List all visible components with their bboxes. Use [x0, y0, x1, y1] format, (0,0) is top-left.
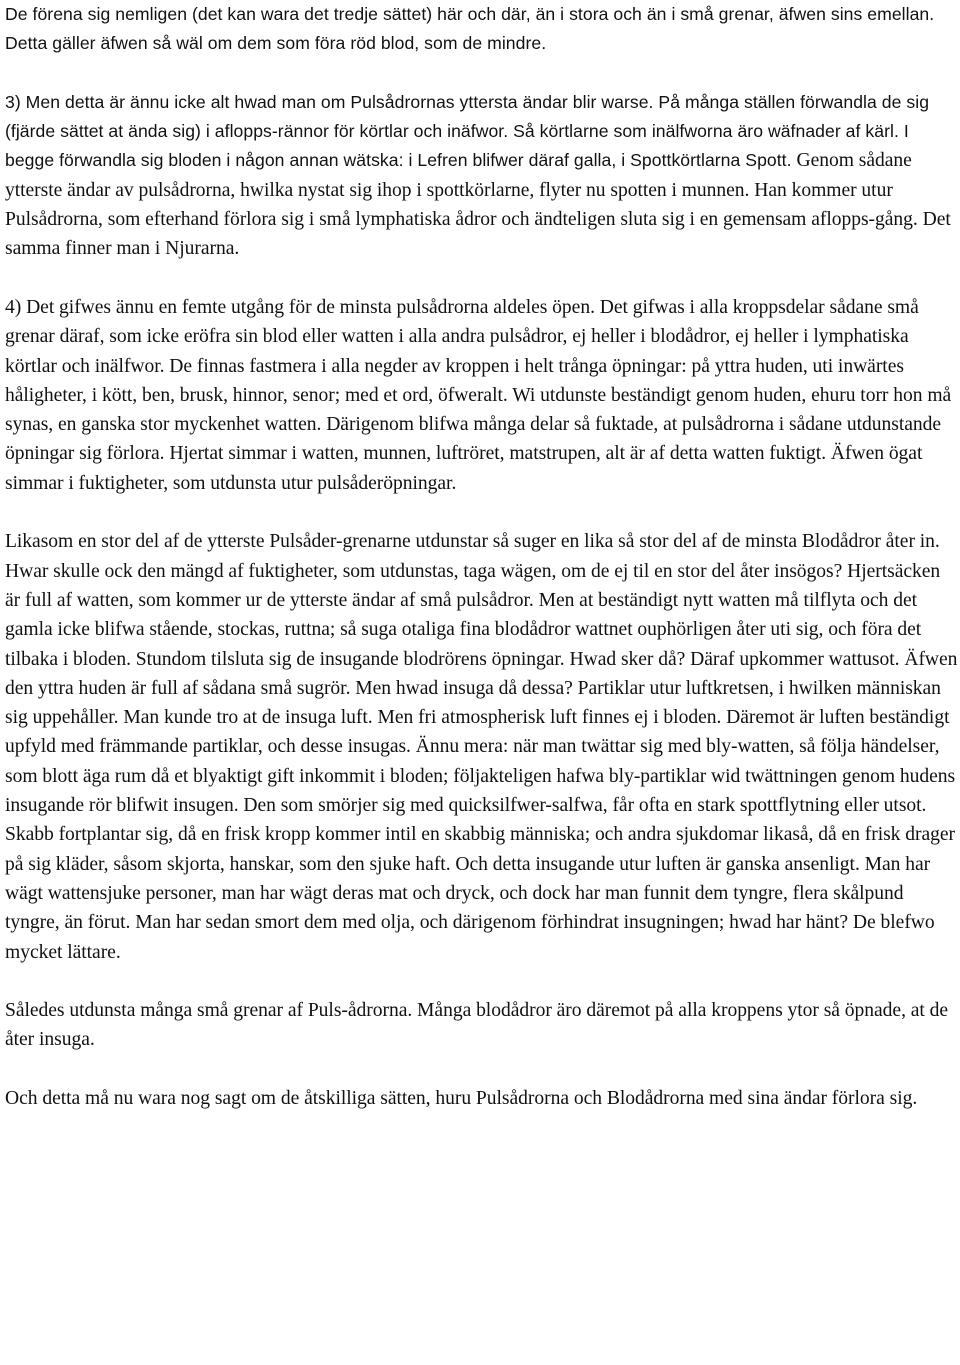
paragraph-text: Likasom en stor del af de ytterste Pulsåder-grenarne utdunstar så suger en lika så stor del af de minsta Blodådror åter in. Hwar skulle ock den mängd af fuktigheter, som utdunstas, taga wägen, om de ej til en stor del åter insögos? Hjertsäcken är full af watten, som kommer ur de ytterste ändar af små pulsådror. Men at beständigt nytt watten må tilflyta och det gamla icke blifwa stående, stockas, ruttna; så suga otaliga fina blodådror wattnet ouphörligen åter uti sig, och föra det tilbaka i bloden. Stundom tilsluta sig de insugande blodrörens öpningar. Hwad sker då? Däraf upkommer wattusot. Äfwen den yttra huden är full af sådana små sugrör. Men hwad insuga då dessa? Partiklar utur luftkretsen, i hwilken människan sig uppehåller. Man kunde tro at de insuga luft. Men fri atmospherisk luft finnes ej i bloden. Däremot är luften beständigt upfyld med främmande partiklar, och desse insugas. Ännu mera: när man twättar sig med bly-watten, så följa händelser, som blott äga rum då et blyaktigt gift inkommit i bloden; följakteligen hafwa bly-partiklar wid twättningen genom hudens insugande rör blifwit insugen. Den som smörjer sig med quicksilfwer-salfwa, får ofta en stark spottflytning eller utsot. Skabb fortplantar sig, då en frisk kropp kommer intil en skabbig människa; och andra sjukdomar likaså, då en frisk drager på sig kläder, såsom skjorta, hanskar, som den sjuke haft. Och detta insugande utur luften är ganska ansenligt. Man har wägt wattensjuke personer, man har wägt deras mat och dryck, och dock har man funnit dem tyngre, flera skålpund tyngre, än förut. Man har sedan smort dem med olja, och därigenom förhindrat insugningen; hwad har hänt? De blefwo mycket lättare.: [5, 531, 958, 963]
paragraph-5: [5, 996, 960, 1055]
paragraph-text: 3) Men detta är ännu icke alt hwad man om Pulsådrornas yttersta ändar blir warse. På många ställen förwandla de sig (fjärde sättet at ända sig) i aflopps-rännor för körtlar och inäfwor. Så körtlarne som inälfworna äro wäfnader af kärl. I begge förwandla sig bloden i någon annan wätska: i Lefren blifwer däraf galla, i Spottkörtlarna Spott.: [5, 91, 930, 171]
paragraph-text: 4) Det gifwes ännu en femte utgång för de minsta pulsådrorna aldeles öpen. Det gifwas i alla kroppsdelar sådane små grenar däraf, som icke eröfra sin blod eller watten i alla andra pulsådror, ej heller i blodådror, ej heller i lymphatiska körtlar och inälfwor. De finnas fastmera i alla negder av kroppen i helt trånga öpningar: på yttra huden, uti inwärtes håligheter, i kött, ben, brusk, hinnor, senor; med et ord, öfweralt. Wi utdunste beständigt genom huden, ehuru torr hon må synas, en ganska stor myckenhet watten. Därigenom blifwa många delar så fuktade, at pulsådrorna i sådane utdunstande öpningar sig förlora. Hjertat simmar i watten, munnen, luftröret, matstrupen, alt är af detta watten fuktigt. Äfwen ögat simmar i fuktigheter, som utdunsta utur pulsåderöpningar.: [5, 296, 952, 494]
paragraph-1: [5, 0, 960, 59]
paragraph-3: [5, 293, 960, 498]
paragraph-2: [5, 88, 960, 264]
paragraph-6: [5, 1084, 960, 1113]
document-page: [5, 0, 960, 1113]
paragraph-4: [5, 527, 960, 966]
paragraph-text: Genom sådane ytterste ändar av pulsådrorna, hwilka nystat sig ihop i spottkörlarne, flyter nu spotten i munnen. Han kommer utur Pulsådrorna, som efterhand förlora sig i små lymphatiska ådror och ändteligen sluta sig i en gemensam aflopps-gång. Det samma finner man i Njurarna.: [5, 150, 951, 260]
paragraph-text: De förena sig nemligen (det kan wara det tredje sättet) här och där, än i stora och än i små grenar, äfwen sins emellan. Detta gäller äfwen så wäl om dem som föra röd blod, som de mindre.: [5, 4, 935, 54]
paragraph-text: Således utdunsta många små grenar af Puls-ådrorna. Många blodådror äro däremot på alla kroppens ytor så öpnade, at de åter insuga.: [5, 1000, 949, 1051]
paragraph-text: Och detta må nu wara nog sagt om de åtskilliga sätten, huru Pulsådrorna och Blodådrorna med sina ändar förlora sig.: [5, 1087, 918, 1109]
